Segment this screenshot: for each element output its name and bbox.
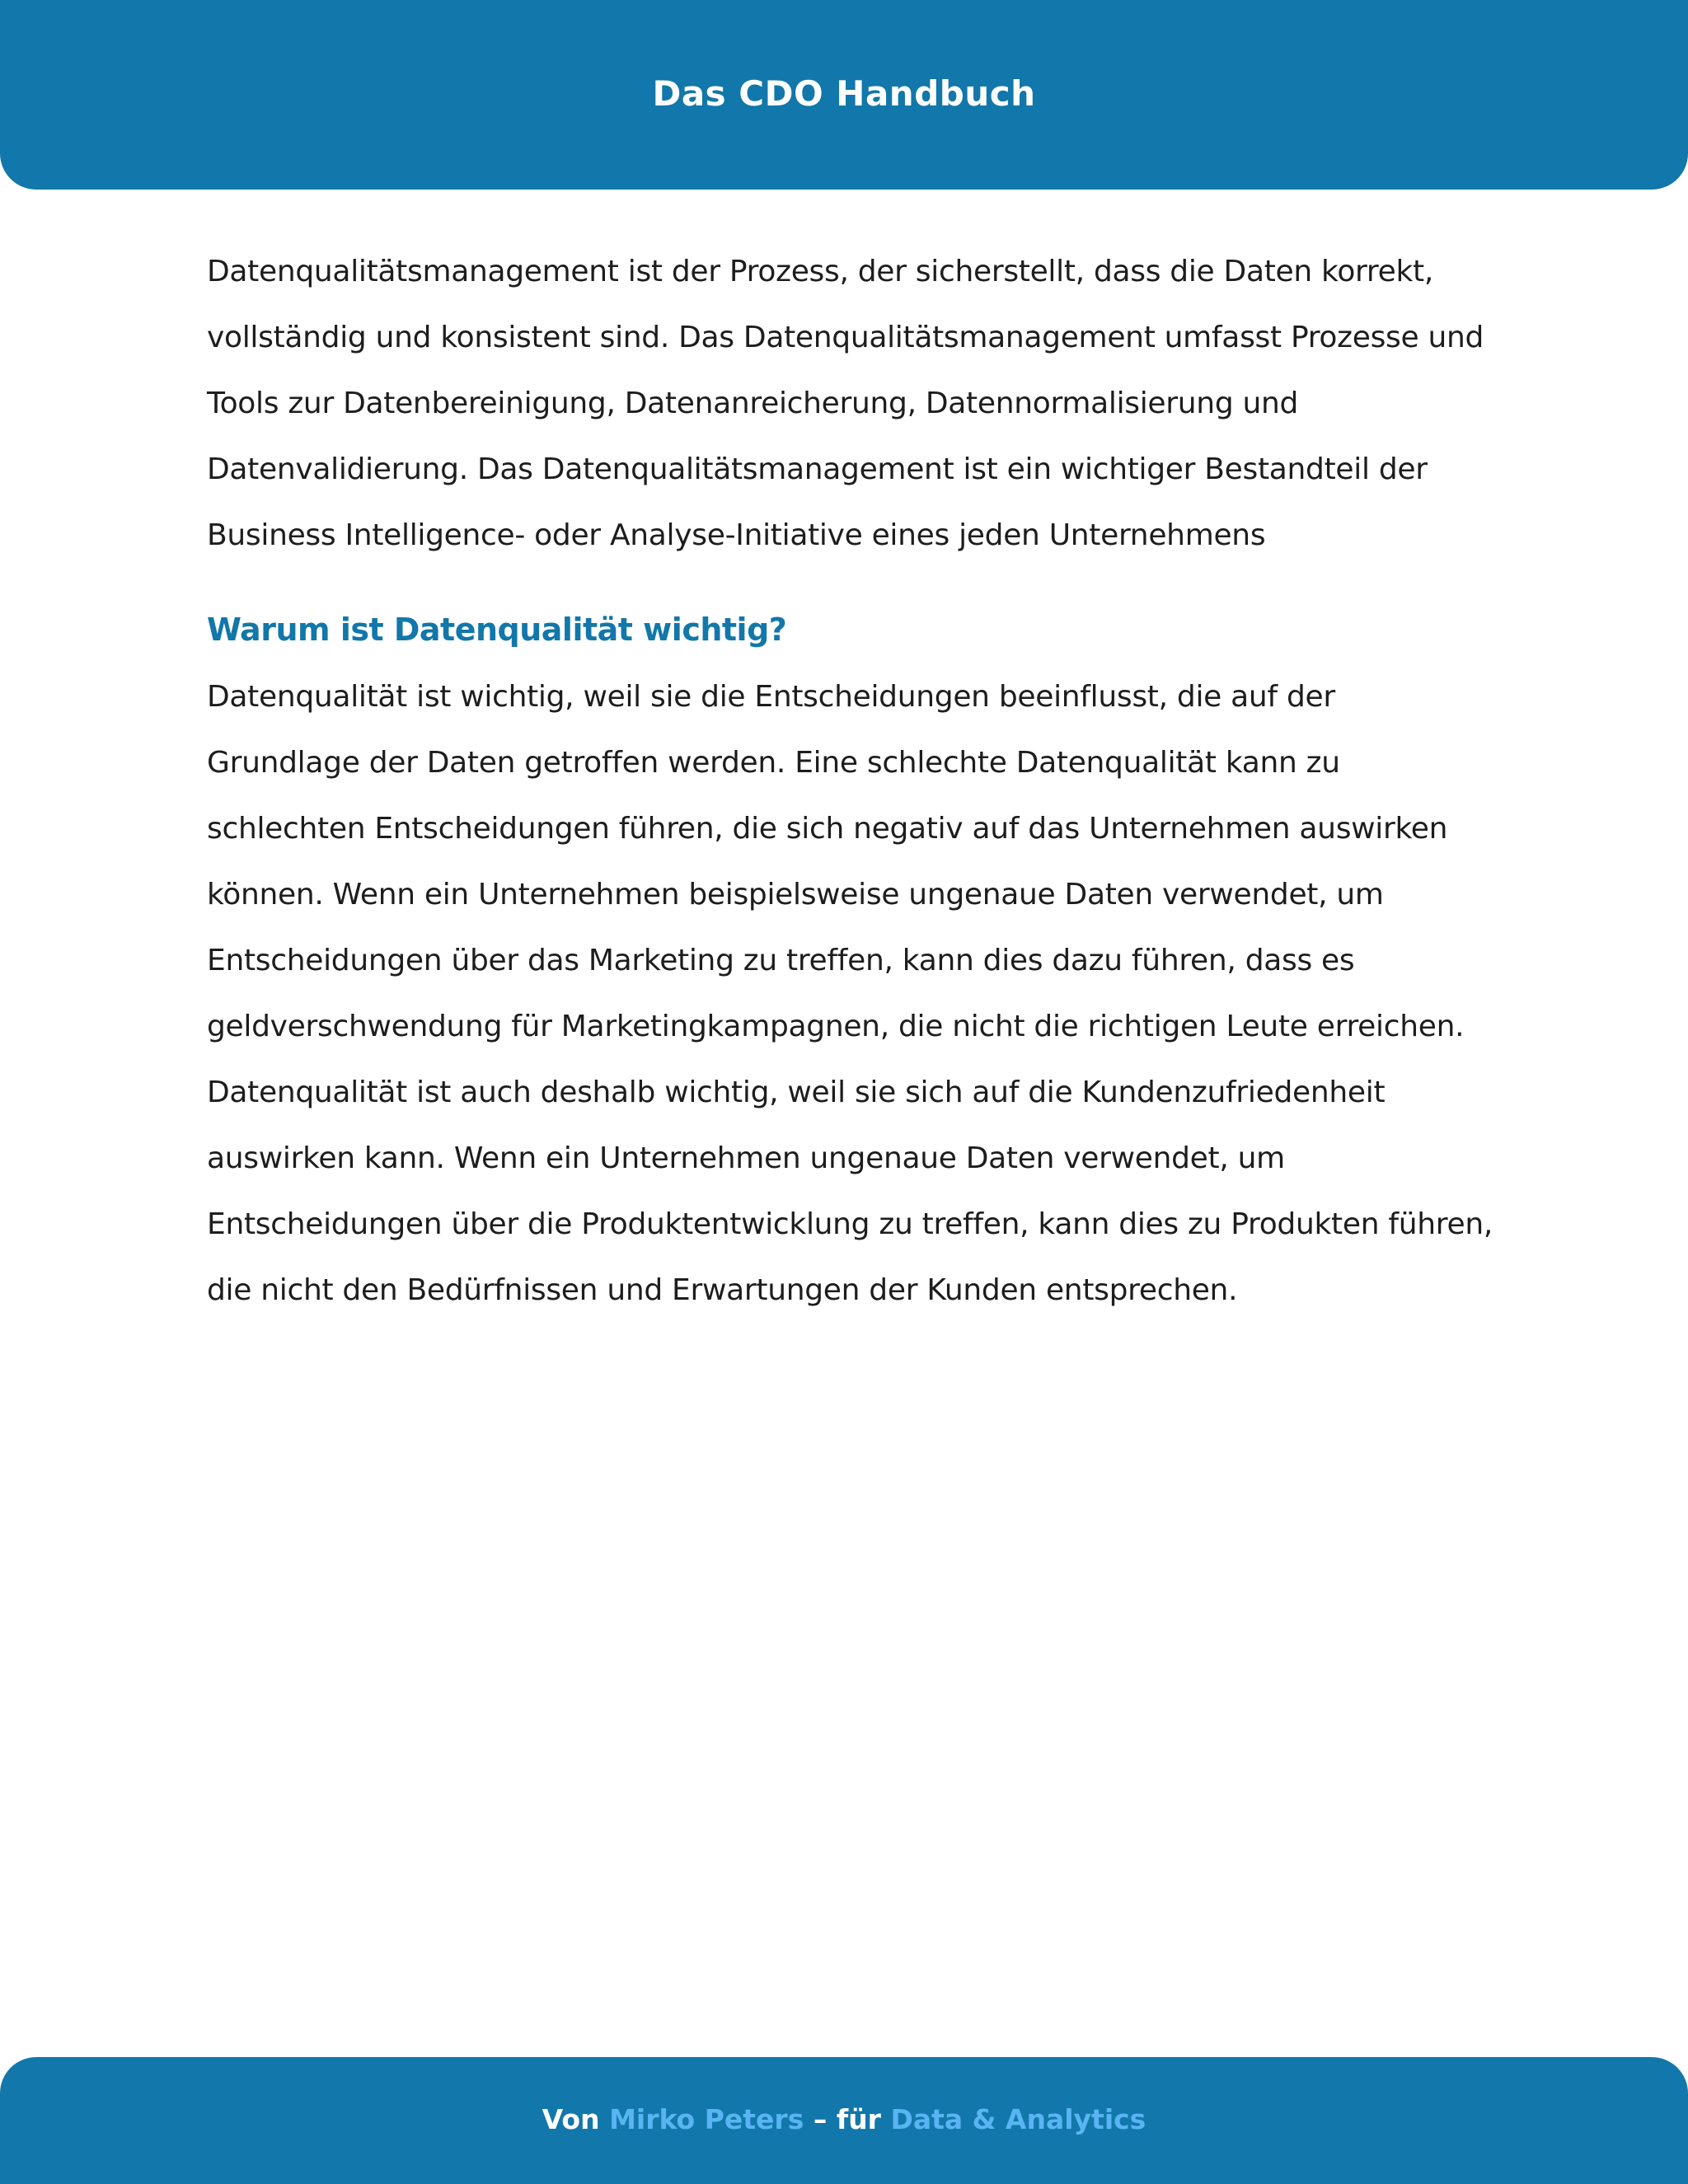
- page-footer: [0, 2057, 1688, 2184]
- footer-separator: – für: [804, 2103, 891, 2135]
- footer-credit: [542, 2100, 1146, 2139]
- footer-organization: Data & Analytics: [890, 2103, 1146, 2135]
- body-paragraph: Datenqualität ist wichtig, weil sie die Entscheidungen beeinflusst, die auf der Grundlage der Daten getroffen werden. Eine schlechte Datenqualität kann zu schlechten Entscheidungen führen, die sich negativ auf das Unternehmen auswirken können. Wenn ein Unternehmen beispielsweise ungenaue Daten verwendet, um Entscheidungen über das Marketing zu treffen, kann dies dazu führen, dass es geldverschwendung für Marketingkampagnen, die nicht die richtigen Leute erreichen. Datenqualität ist auch deshalb wichtig, weil sie sich auf die Kundenzufriedenheit auswirken kann. Wenn ein Unternehmen ungenaue Daten verwendet, um Entscheidungen über die Produktentwicklung zu treffen, kann dies zu Produkten führen, die nicht den Bedürfnissen und Erwartungen der Kunden entsprechen.: [207, 680, 1493, 1307]
- intro-paragraph: Datenqualitätsmanagement ist der Prozess, der sicherstellt, dass die Daten korrekt, vollständig und konsistent sind. Das Datenqualitätsmanagement umfasst Prozesse und Tools zur Datenbereinigung, Datenanreicherung, Datennormalisierung und Datenvalidierung. Das Datenqualitätsmanagement ist ein wichtiger Bestandteil der Business Intelligence- oder Analyse-Initiative eines jeden Unternehmens: [207, 255, 1484, 552]
- section-heading: Warum ist Datenqualität wichtig?: [207, 612, 787, 648]
- header-title: Das CDO Handbuch: [652, 73, 1036, 114]
- footer-author: Mirko Peters: [609, 2103, 804, 2135]
- footer-prefix: Von: [542, 2103, 610, 2135]
- main-content: [207, 239, 1493, 1324]
- page-header: [0, 0, 1688, 190]
